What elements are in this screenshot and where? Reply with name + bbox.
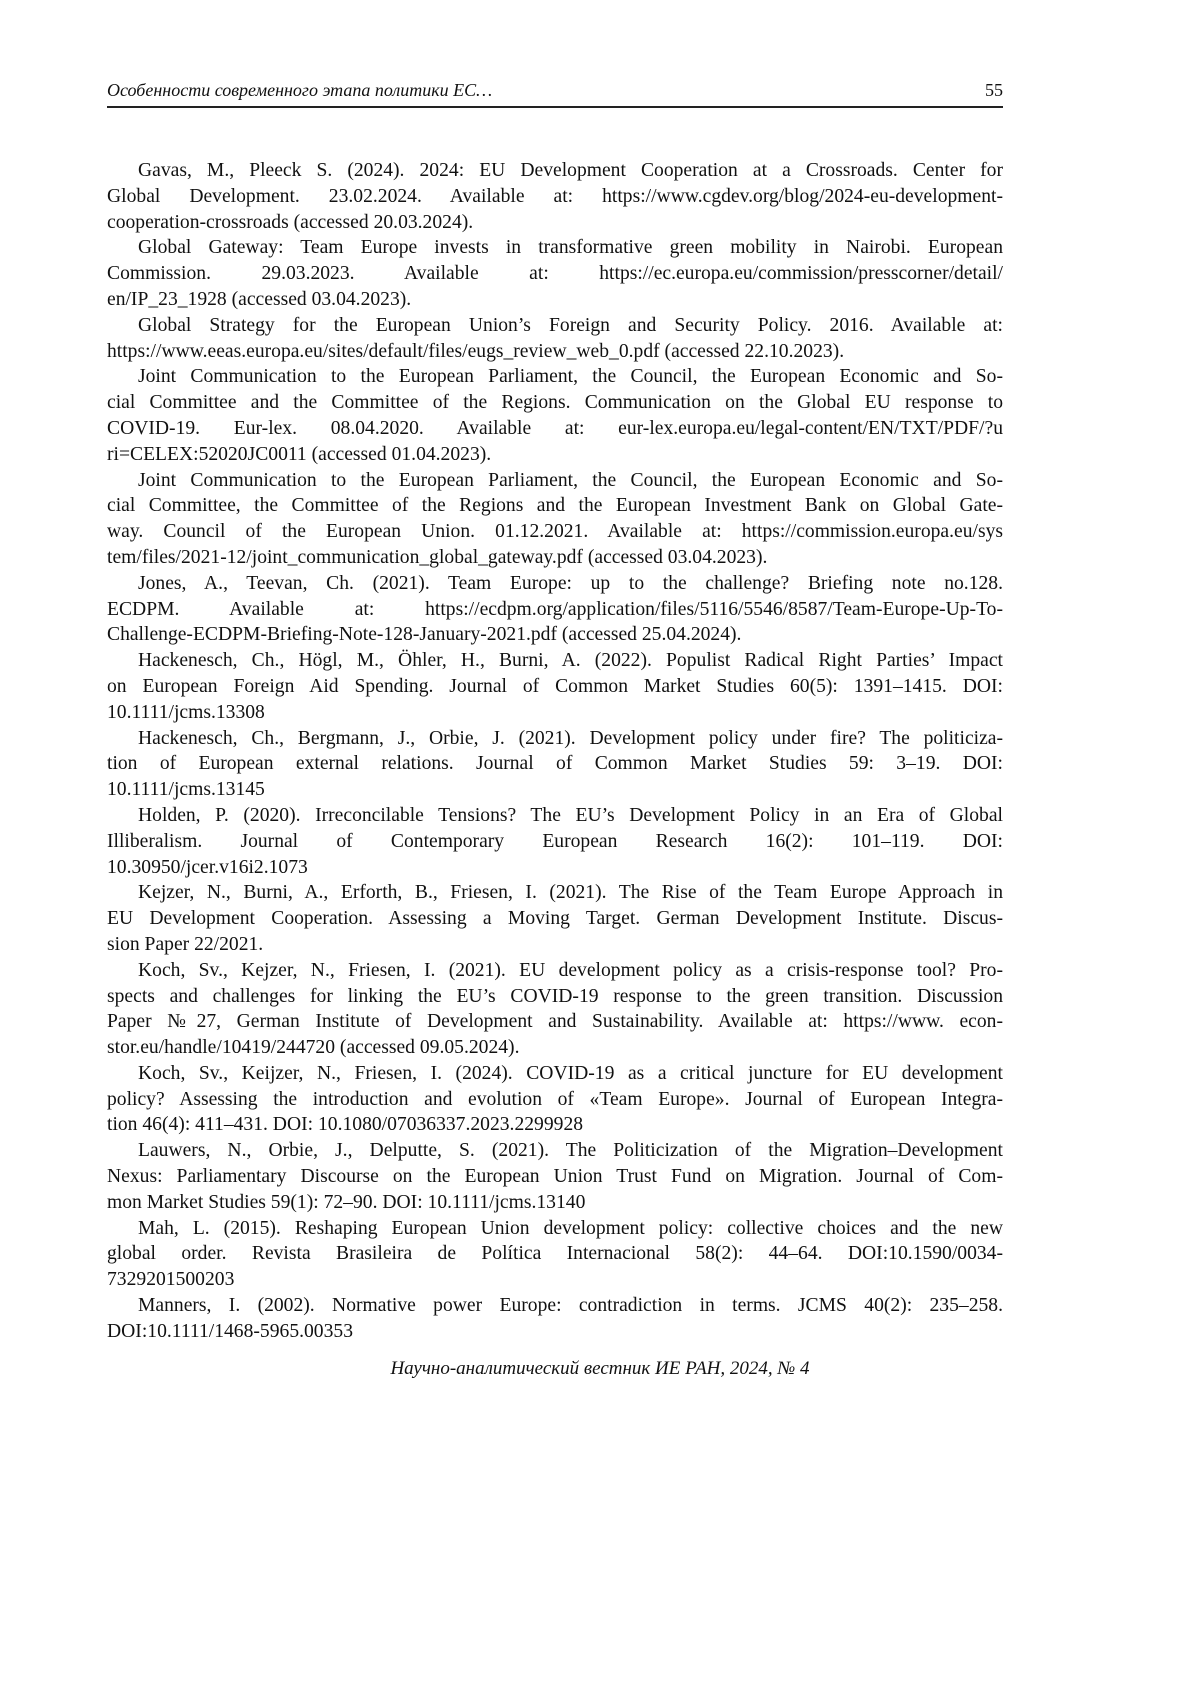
reference-entry xyxy=(107,1061,1003,1138)
reference-line: COVID-19. Eur-lex. 08.04.2020. Available at: eur-lex.europa.eu/legal-content/EN/TXT/PDF/?u xyxy=(107,417,1003,439)
reference-line: stor.eu/handle/10419/244720 (accessed 09.05.2024). xyxy=(107,1037,520,1059)
running-title: Особенности современного этапа политики ЕС… xyxy=(107,80,493,100)
reference-line: Joint Communication to the European Parliament, the Council, the European Economic and So- xyxy=(138,469,1003,491)
reference-entry xyxy=(107,1138,1003,1215)
reference-line: Gavas, M., Pleeck S. (2024). 2024: EU Development Cooperation at a Crossroads. Center for xyxy=(138,160,1003,181)
reference-line: Nexus: Parliamentary Discourse on the European Union Trust Fund on Migration. Journal of Com- xyxy=(107,1166,1003,1188)
reference-line: 7329201500203 xyxy=(107,1269,235,1291)
reference-line: Joint Communication to the European Parliament, the Council, the European Economic and So- xyxy=(138,366,1003,388)
reference-line: Koch, Sv., Keijzer, N., Friesen, I. (2024). COVID-19 as a critical juncture for EU development xyxy=(138,1062,1003,1084)
reference-line: Challenge-ECDPM-Briefing-Note-128-January-2021.pdf (accessed 25.04.2024). xyxy=(107,624,742,646)
reference-entry xyxy=(107,1216,1003,1293)
page-number: 55 xyxy=(985,80,1003,100)
reference-entry xyxy=(107,571,1003,648)
reference-line: Commission. 29.03.2023. Available at: https://ec.europa.eu/commission/presscorner/detail/ xyxy=(107,263,1003,285)
reference-line: Global Gateway: Team Europe invests in transformative green mobility in Nairobi. European xyxy=(138,237,1003,259)
reference-line: DOI:10.1111/1468-5965.00353 xyxy=(107,1320,353,1342)
reference-line: Global Development. 23.02.2024. Available at: https://www.cgdev.org/blog/2024-eu-development- xyxy=(107,185,1003,207)
reference-line: 10.1111/jcms.13145 xyxy=(107,779,265,801)
reference-line: 10.30950/jcer.v16i2.1073 xyxy=(107,856,308,878)
reference-line: Manners, I. (2002). Normative power Europe: contradiction in terms. JCMS 40(2): 235–258. xyxy=(138,1295,1003,1317)
reference-line: cial Committee, the Committee of the Regions and the European Investment Bank on Global Gate- xyxy=(107,495,1003,517)
reference-entry xyxy=(107,468,1003,571)
reference-line: 10.1111/jcms.13308 xyxy=(107,701,265,723)
reference-line: EU Development Cooperation. Assessing a Moving Target. German Development Institute. Discus- xyxy=(107,908,1003,930)
reference-entry xyxy=(107,364,1003,467)
reference-line: Illiberalism. Journal of Contemporary European Research 16(2): 101–119. DOI: xyxy=(107,830,1003,852)
reference-entry xyxy=(107,235,1003,312)
reference-entry xyxy=(107,726,1003,803)
reference-line: ECDPM. Available at: https://ecdpm.org/application/files/5116/5546/8587/Team-Europe-Up-To- xyxy=(107,598,1003,620)
reference-line: https://www.eeas.europa.eu/sites/default/files/eugs_review_web_0.pdf (accessed 22.10.2023). xyxy=(107,340,845,362)
reference-line: Hackenesch, Ch., Bergmann, J., Orbie, J. (2021). Development policy under fire? The politiciza- xyxy=(138,727,1003,749)
journal-footer: Научно-аналитический вестник ИЕ РАН, 2024, № 4 xyxy=(390,1358,810,1379)
reference-line: Kejzer, N., Burni, A., Erforth, B., Friesen, I. (2021). The Rise of the Team Europe Approach in xyxy=(138,882,1003,904)
reference-line: Holden, P. (2020). Irreconcilable Tensions? The EU’s Development Policy in an Era of Global xyxy=(138,804,1003,826)
reference-entry xyxy=(107,803,1003,880)
reference-line: tion of European external relations. Journal of Common Market Studies 59: 3–19. DOI: xyxy=(107,753,1003,775)
reference-line: global order. Revista Brasileira de Política Internacional 58(2): 44–64. DOI:10.1590/0034- xyxy=(107,1243,1003,1265)
reference-line: ri=CELEX:52020JC0011 (accessed 01.04.2023). xyxy=(107,443,492,465)
reference-line: Global Strategy for the European Union’s Foreign and Security Policy. 2016. Available at: xyxy=(138,314,1003,336)
reference-line: Paper №27, German Institute of Development and Sustainability. Available at: https://www. econ- xyxy=(107,1011,1003,1033)
reference-line: tion 46(4): 411–431. DOI: 10.1080/07036337.2023.2299928 xyxy=(107,1114,584,1136)
reference-line: Jones, A., Teevan, Ch. (2021). Team Europe: up to the challenge? Briefing note no.128. xyxy=(138,572,1003,594)
reference-line: Hackenesch, Ch., Högl, M., Öhler, H., Burni, A. (2022). Populist Radical Right Parties’ Impact xyxy=(138,650,1003,672)
reference-entry xyxy=(107,648,1003,725)
reference-line: en/IP_23_1928 (accessed 03.04.2023). xyxy=(107,288,412,310)
reference-line: Mah, L. (2015). Reshaping European Union development policy: collective choices and the new xyxy=(138,1217,1003,1239)
reference-line: cial Committee and the Committee of the Regions. Communication on the Global EU response to xyxy=(107,392,1003,414)
reference-line: mon Market Studies 59(1): 72–90. DOI: 10.1111/jcms.13140 xyxy=(107,1191,586,1213)
reference-entry xyxy=(107,158,1003,235)
running-header xyxy=(107,80,1003,108)
reference-entry xyxy=(107,880,1003,957)
reference-line: Lauwers, N., Orbie, J., Delputte, S. (2021). The Politicization of the Migration–Development xyxy=(138,1140,1003,1162)
reference-line: tem/files/2021-12/joint_communication_global_gateway.pdf (accessed 03.04.2023). xyxy=(107,546,768,568)
reference-line: policy? Assessing the introduction and evolution of «Team Europe». Journal of European Integra- xyxy=(107,1088,1003,1110)
reference-entry xyxy=(107,313,1003,365)
reference-line: cooperation-crossroads (accessed 20.03.2024). xyxy=(107,211,474,233)
reference-entry xyxy=(107,958,1003,1061)
reference-line: Koch, Sv., Kejzer, N., Friesen, I. (2021). EU development policy as a crisis-response tool? Pro- xyxy=(138,959,1003,981)
reference-list xyxy=(107,158,1003,1345)
reference-line: sion Paper 22/2021. xyxy=(107,933,264,955)
reference-line: spects and challenges for linking the EU’s COVID-19 response to the green transition. Discussion xyxy=(107,985,1003,1007)
reference-entry xyxy=(107,1293,1003,1345)
reference-line: way. Council of the European Union. 01.12.2021. Available at: https://commission.europa.eu/sys xyxy=(107,521,1003,543)
reference-line: on European Foreign Aid Spending. Journal of Common Market Studies 60(5): 1391–1415. DOI: xyxy=(107,675,1003,697)
